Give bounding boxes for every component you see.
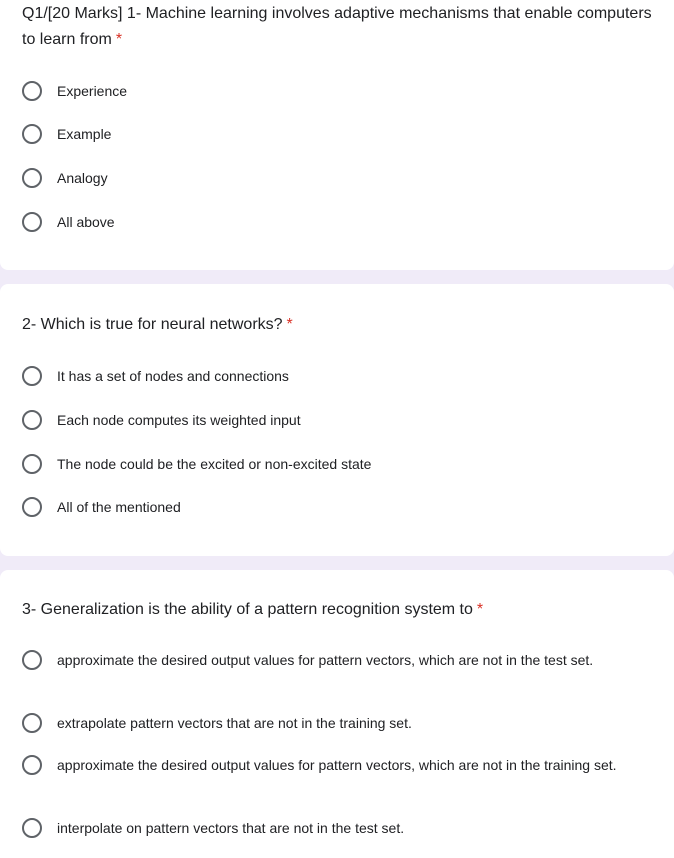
- option-extrapolate[interactable]: [22, 712, 632, 734]
- option-label: All above: [57, 214, 115, 230]
- radio-button[interactable]: [22, 366, 42, 386]
- option-all-above[interactable]: [22, 211, 652, 233]
- required-asterisk: *: [476, 601, 484, 618]
- option-label: approximate the desired output values for pattern vectors, which are not in the test set.: [57, 652, 594, 668]
- option-all-mentioned[interactable]: [22, 496, 652, 518]
- radio-button[interactable]: [22, 755, 42, 775]
- radio-button[interactable]: [22, 713, 42, 733]
- option-label: The node could be the excited or non-excited state: [57, 456, 372, 472]
- question-title: 2- Which is true for neural networks? *: [22, 316, 293, 333]
- option-label: Example: [57, 126, 112, 142]
- question-title: 3- Generalization is the ability of a pattern recognition system to *: [22, 601, 484, 618]
- option-label: Each node computes its weighted input: [57, 412, 301, 428]
- option-label: interpolate on pattern vectors that are not in the test set.: [57, 820, 405, 836]
- question-title: Q1/[20 Marks] 1- Machine learning involves adaptive mechanisms that enable computers to learn from *: [22, 5, 652, 48]
- radio-button[interactable]: [22, 124, 42, 144]
- option-experience[interactable]: [22, 80, 652, 102]
- option-label: approximate the desired output values for pattern vectors, which are not in the training set.: [57, 757, 617, 773]
- question-card-1: [0, 0, 674, 270]
- question-card-3: [0, 570, 674, 858]
- option-label: All of the mentioned: [57, 499, 181, 515]
- radio-button[interactable]: [22, 497, 42, 517]
- option-example[interactable]: [22, 123, 652, 145]
- radio-button[interactable]: [22, 818, 42, 838]
- option-interpolate[interactable]: [22, 817, 632, 839]
- option-label: Experience: [57, 83, 128, 99]
- radio-button[interactable]: [22, 212, 42, 232]
- option-approx-training[interactable]: [22, 754, 632, 776]
- option-weighted-input[interactable]: [22, 409, 652, 431]
- option-label: extrapolate pattern vectors that are not in the training set.: [57, 715, 412, 731]
- required-asterisk: *: [286, 316, 293, 333]
- option-nodes-connections[interactable]: [22, 365, 652, 387]
- radio-button[interactable]: [22, 650, 42, 670]
- question-card-2: [0, 284, 674, 556]
- radio-button[interactable]: [22, 168, 42, 188]
- option-label: Analogy: [57, 170, 108, 186]
- option-label: It has a set of nodes and connections: [57, 368, 289, 384]
- option-analogy[interactable]: [22, 167, 652, 189]
- radio-button[interactable]: [22, 454, 42, 474]
- option-approx-test[interactable]: [22, 649, 632, 671]
- radio-button[interactable]: [22, 410, 42, 430]
- option-excited-state[interactable]: [22, 453, 652, 475]
- required-asterisk: *: [115, 31, 123, 48]
- radio-button[interactable]: [22, 81, 42, 101]
